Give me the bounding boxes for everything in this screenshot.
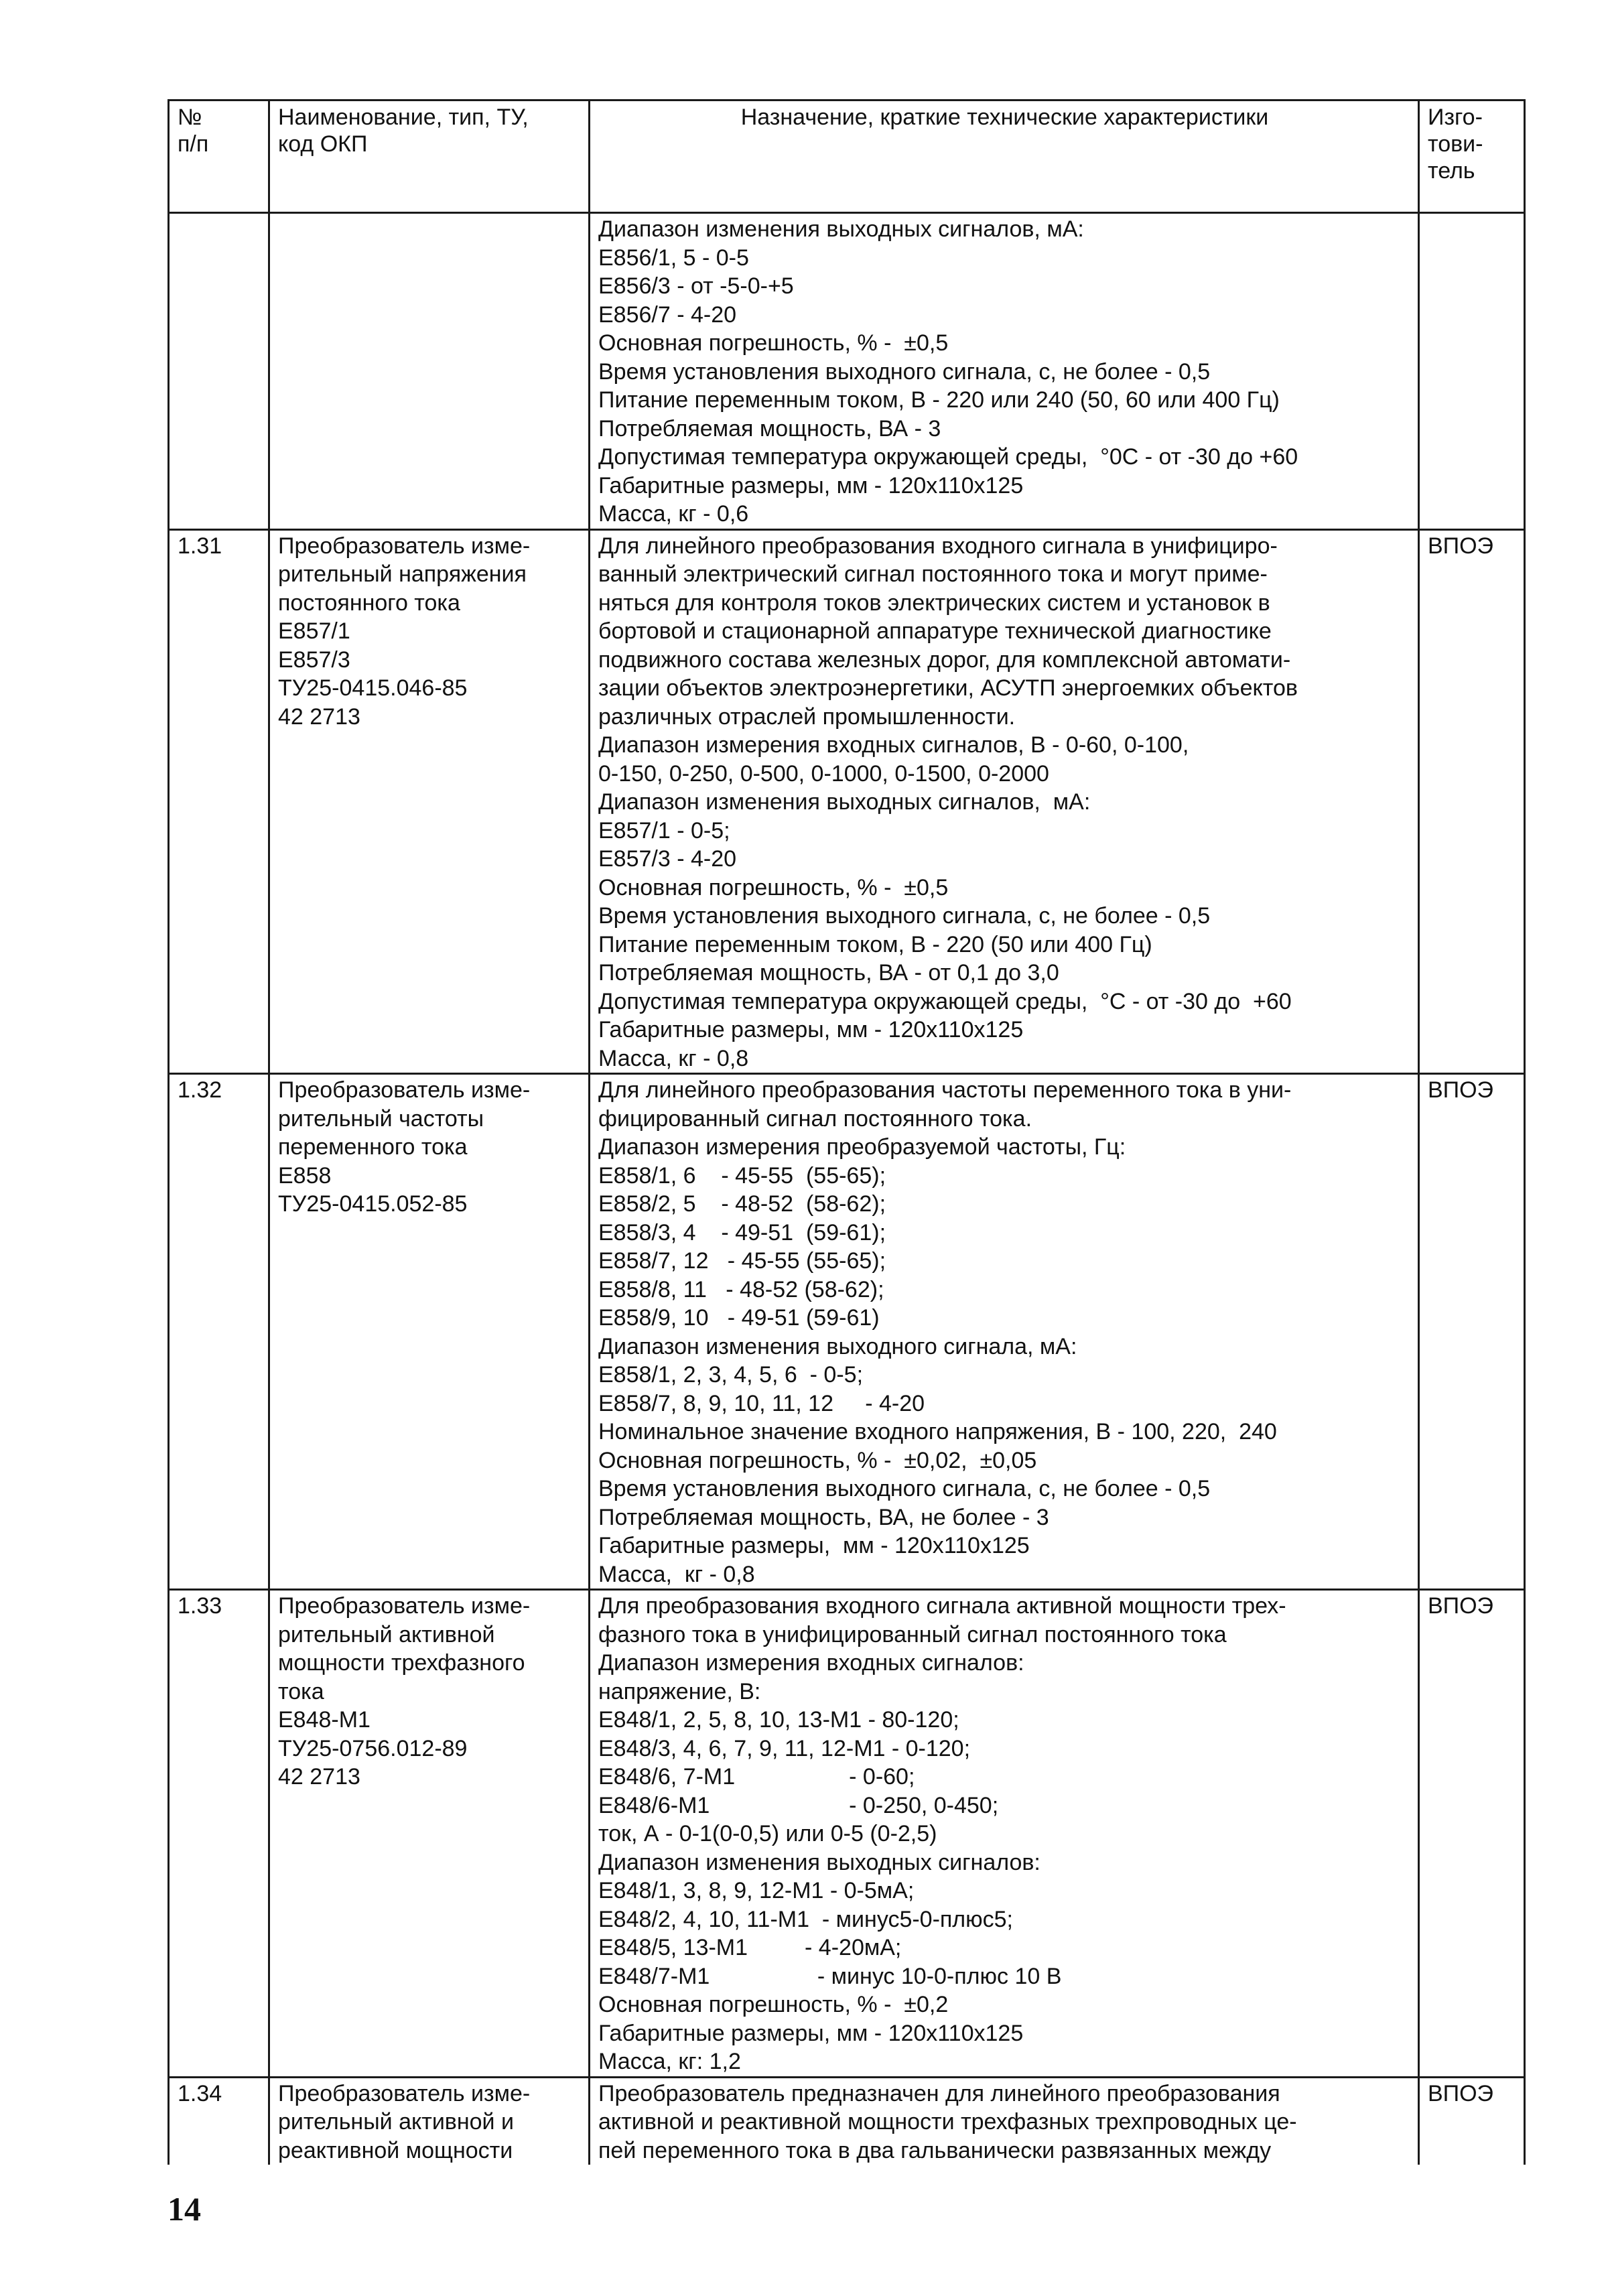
page-number: 14 [167,2190,201,2228]
row-purpose: Преобразователь предназначен для линейного преобразования активной и реактивной мощности трехфазных трехпроводных це- пей переменного тока в два гальванически развязанных между [590,2077,1419,2165]
header-purpose: Назначение, краткие технические характеристики [590,100,1419,213]
row-num: 1.34 [169,2077,269,2165]
table-row [169,1074,1525,1590]
row-num: 1.31 [169,529,269,1074]
row-purpose: Диапазон изменения выходных сигналов, мА: Е856/1, 5 - 0-5 Е856/3 - от -5-0-+5 Е856/7 - 4-20 Основная погрешность, % - ±0,5 Время установления выходного сигнала, с, не более - 0,5 Питание переменным током, В - 220 или 240 (50, 60 или 400 Гц) Потребляемая мощность, ВА - 3 Допустимая температура окружающей среды, °0С - от -30 до +60 Габаритные размеры, мм - 120х110х125 Масса, кг - 0,6 [590,213,1419,530]
table-row [169,2077,1525,2165]
specification-table [167,99,1526,2165]
row-maker: ВПОЭ [1419,1074,1525,1590]
header-num: № п/п [169,100,269,213]
row-maker: ВПОЭ [1419,2077,1525,2165]
row-name [269,213,590,530]
row-maker: ВПОЭ [1419,529,1525,1074]
row-num: 1.32 [169,1074,269,1590]
table-row [169,1590,1525,2078]
row-maker [1419,213,1525,530]
row-num: 1.33 [169,1590,269,2078]
row-purpose: Для линейного преобразования входного сигнала в унифициро- ванный электрический сигнал постоянного тока и могут приме- няться для контроля токов электрических систем и установок в бортовой и стационарной аппаратуре технической диагностике подвижного состава железных дорог, для комплексной автомати- зации объектов электроэнергетики, АСУТП энергоемких объектов различных отраслей промышленности. Диапазон измерения входных сигналов, В - 0-60, 0-100, 0-150, 0-250, 0-500, 0-1000, 0-1500, 0-2000 Диапазон изменения выходных сигналов, мА: Е857/1 - 0-5; Е857/3 - 4-20 Основная погрешность, % - ±0,5 Время установления выходного сигнала, с, не более - 0,5 Питание переменным током, В - 220 (50 или 400 Гц) Потребляемая мощность, ВА - от 0,1 до 3,0 Допустимая температура окружающей среды, °С - от -30 до +60 Габаритные размеры, мм - 120х110х125 Масса, кг - 0,8 [590,529,1419,1074]
row-name: Преобразователь изме- рительный активной и реактивной мощности [269,2077,590,2165]
header-name: Наименование, тип, ТУ, код ОКП [269,100,590,213]
row-name: Преобразователь изме- рительный активной мощности трехфазного тока Е848-М1 ТУ25-0756.012-89 42 2713 [269,1590,590,2078]
table-header-row [169,100,1525,213]
row-name: Преобразователь изме- рительный частоты переменного тока Е858 ТУ25-0415.052-85 [269,1074,590,1590]
row-purpose: Для преобразования входного сигнала активной мощности трех- фазного тока в унифицированный сигнал постоянного тока Диапазон измерения входных сигналов: напряжение, В: Е848/1, 2, 5, 8, 10, 13-М1 - 80-120; Е848/3, 4, 6, 7, 9, 11, 12-М1 - 0-120; Е848/6, 7-М1 - 0-60; Е848/6-М1 - 0-250, 0-450; ток, А - 0-1(0-0,5) или 0-5 (0-2,5) Диапазон изменения выходных сигналов: Е848/1, 3, 8, 9, 12-М1 - 0-5мА; Е848/2, 4, 10, 11-М1 - минус5-0-плюс5; Е848/5, 13-М1 - 4-20мА; Е848/7-М1 - минус 10-0-плюс 10 В Основная погрешность, % - ±0,2 Габаритные размеры, мм - 120х110х125 Масса, кг: 1,2 [590,1590,1419,2078]
row-purpose: Для линейного преобразования частоты переменного тока в уни- фицированный сигнал постоянного тока. Диапазон измерения преобразуемой частоты, Гц: Е858/1, 6 - 45-55 (55-65); Е858/2, 5 - 48-52 (58-62); Е858/3, 4 - 49-51 (59-61); Е858/7, 12 - 45-55 (55-65); Е858/8, 11 - 48-52 (58-62); Е858/9, 10 - 49-51 (59-61) Диапазон изменения выходного сигнала, мА: Е858/1, 2, 3, 4, 5, 6 - 0-5; Е858/7, 8, 9, 10, 11, 12 - 4-20 Номинальное значение входного напряжения, В - 100, 220, 240 Основная погрешность, % - ±0,02, ±0,05 Время установления выходного сигнала, с, не более - 0,5 Потребляемая мощность, ВА, не более - 3 Габаритные размеры, мм - 120х110х125 Масса, кг - 0,8 [590,1074,1419,1590]
row-maker: ВПОЭ [1419,1590,1525,2078]
header-maker: Изго- тови- тель [1419,100,1525,213]
row-num [169,213,269,530]
table-row [169,213,1525,530]
table-row [169,529,1525,1074]
row-name: Преобразователь изме- рительный напряжения постоянного тока Е857/1 Е857/3 ТУ25-0415.046-85 42 2713 [269,529,590,1074]
